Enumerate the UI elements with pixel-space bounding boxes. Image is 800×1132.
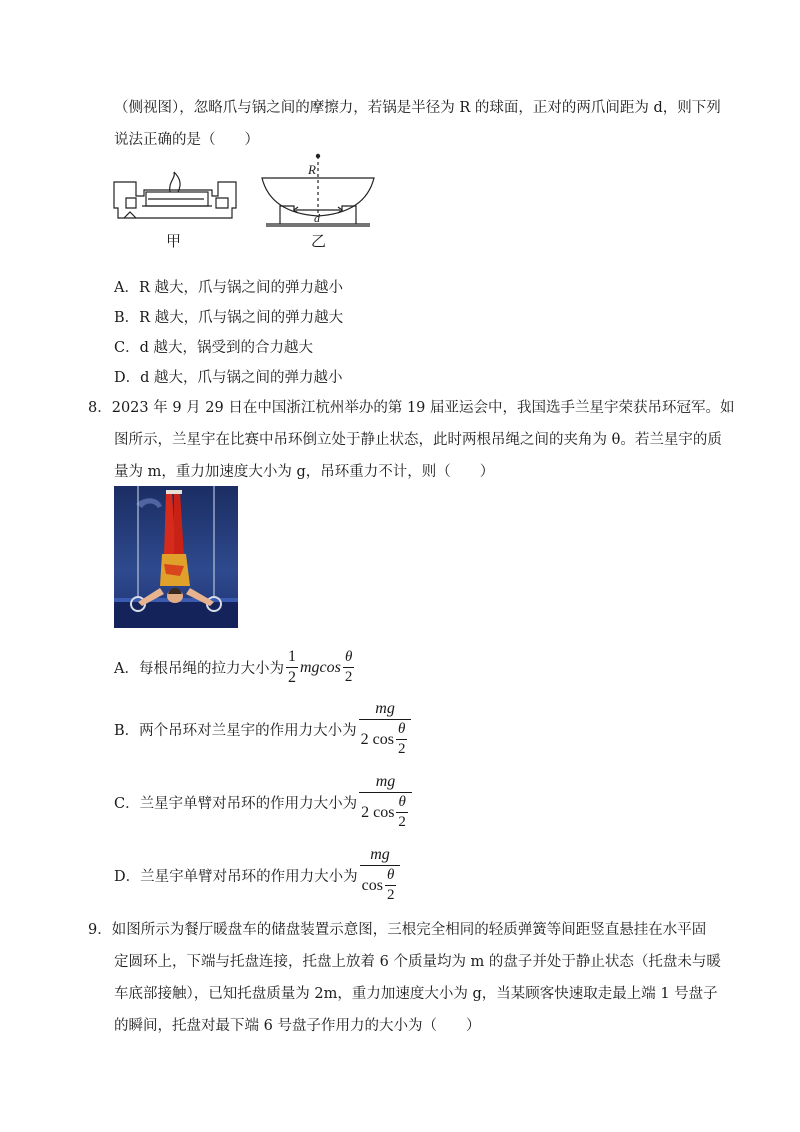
two-cos-term: 2 cos bbox=[360, 730, 394, 748]
q9-line-2: 定圆环上，下端与托盘连接，托盘上放着 6 个质量均为 m 的盘子并处于静止状态（托盘未与暖 bbox=[114, 954, 721, 970]
q8-option-c[interactable] bbox=[114, 773, 414, 831]
theta-over-2-fraction bbox=[396, 721, 408, 758]
theta-over-2-fraction bbox=[343, 649, 355, 686]
q9-line-4: 的瞬间，托盘对最下端 6 号盘子作用力的大小为（ ） bbox=[114, 1018, 481, 1034]
mg-numerator: mg bbox=[375, 700, 395, 717]
mg-numerator: mg bbox=[370, 846, 390, 863]
option-d-fraction bbox=[360, 846, 401, 904]
q7-line-1: （侧视图），忽略爪与锅之间的摩擦力，若锅是半径为 R 的球面，正对的两爪间距为 d，则下列 bbox=[114, 100, 721, 116]
half-denominator: 2 bbox=[287, 669, 296, 686]
figure-R-label: R bbox=[308, 162, 316, 177]
q8-option-a-text: A．每根吊绳的拉力大小为 bbox=[114, 661, 284, 677]
figure-jia-label: 甲 bbox=[166, 232, 182, 250]
q8-option-d-text: D．兰星宇单臂对吊环的作用力大小为 bbox=[114, 868, 358, 885]
option-c-denominator bbox=[359, 792, 412, 831]
pot-sphere-figure bbox=[258, 150, 378, 230]
q9-line-1: 9．如图所示为餐厅暖盘车的储盘装置示意图，三根完全相同的轻质弹簧等间距竖直悬挂在水平固 bbox=[88, 922, 707, 938]
q8-line-3: 量为 m，重力加速度大小为 g，吊环重力不计，则（ ） bbox=[114, 464, 495, 480]
option-d-denominator bbox=[360, 865, 401, 904]
theta-over-2-fraction bbox=[385, 867, 397, 904]
cos-term: cos bbox=[361, 876, 383, 894]
two-cos-term: 2 cos bbox=[361, 803, 395, 821]
q7-option-b[interactable]: B．R 越大，爪与锅之间的弹力越大 bbox=[114, 310, 344, 326]
mg-numerator: mg bbox=[375, 773, 396, 790]
half-fraction bbox=[286, 648, 298, 687]
q7-option-a[interactable]: A．R 越大，爪与锅之间的弹力越小 bbox=[114, 280, 343, 296]
mgcos-term: mgcos bbox=[299, 658, 341, 676]
option-b-denominator bbox=[359, 719, 412, 758]
theta-numerator: θ bbox=[398, 721, 406, 737]
theta-over-2-fraction bbox=[396, 794, 408, 831]
theta-numerator: θ bbox=[387, 867, 395, 883]
half-numerator: 1 bbox=[287, 648, 296, 665]
q8-option-b[interactable] bbox=[114, 700, 413, 758]
figure-yi-label: 乙 bbox=[311, 232, 327, 250]
q7-line-2: 说法正确的是（ ） bbox=[114, 132, 259, 148]
stove-side-figure bbox=[112, 168, 238, 226]
q8-option-d[interactable] bbox=[114, 846, 402, 904]
gymnast-rings-photo bbox=[114, 486, 238, 628]
q8-option-c-text: C．兰星宇单臂对吊环的作用力大小为 bbox=[114, 795, 358, 812]
q9-line-3: 车底部接触），已知托盘质量为 2m，重力加速度大小为 g，当某顾客快速取走最上端 1 号盘子 bbox=[114, 986, 718, 1002]
theta-denominator: 2 bbox=[398, 814, 406, 830]
option-c-fraction bbox=[359, 773, 412, 831]
theta-numerator: θ bbox=[344, 649, 353, 665]
theta-denominator: 2 bbox=[344, 669, 353, 685]
q7-option-c[interactable]: C．d 越大，锅受到的合力越大 bbox=[114, 340, 313, 356]
theta-denominator: 2 bbox=[386, 887, 395, 903]
q8-option-a[interactable] bbox=[114, 648, 356, 687]
q8-line-1: 8．2023 年 9 月 29 日在中国浙江杭州举办的第 19 届亚运会中，我国选手兰星宇荣获吊环冠军。如 bbox=[88, 400, 735, 416]
option-b-fraction bbox=[359, 700, 412, 758]
q7-option-d[interactable]: D．d 越大，爪与锅之间的弹力越小 bbox=[114, 370, 343, 386]
figure-d-label: d bbox=[314, 211, 320, 225]
q8-option-b-text: B．两个吊环对兰星宇的作用力大小为 bbox=[114, 722, 357, 739]
theta-denominator: 2 bbox=[397, 741, 406, 757]
q8-line-2: 图所示，兰星宇在比赛中吊环倒立处于静止状态，此时两根吊绳之间的夹角为 θ。若兰星宇的质 bbox=[114, 432, 722, 448]
theta-numerator: θ bbox=[398, 794, 406, 810]
